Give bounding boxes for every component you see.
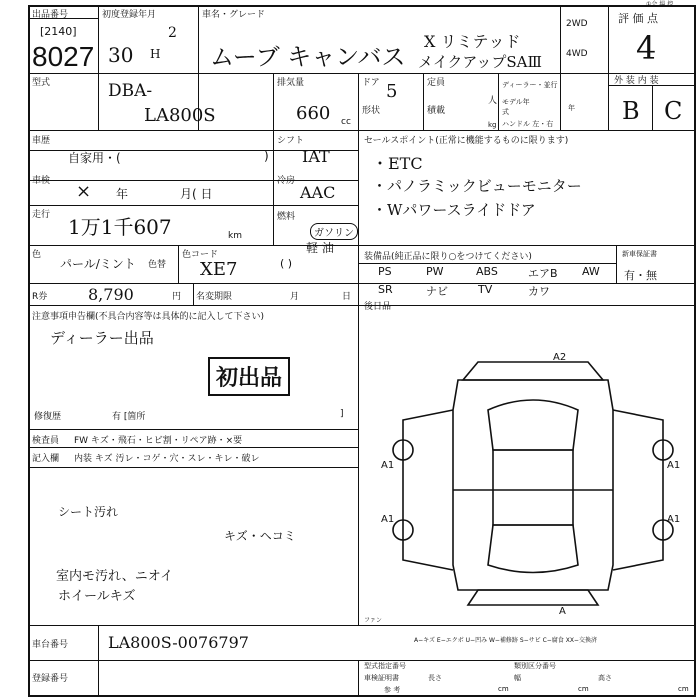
col-score: [608, 5, 609, 130]
col-color-code: [178, 245, 179, 283]
ext-int-label: 外 装 内 装: [614, 76, 659, 86]
first-reg-era: H: [150, 47, 161, 61]
warranty-label: 新車保証書: [622, 250, 657, 258]
interior-grade: C: [664, 97, 683, 125]
grade-line-2: メイクアップSAⅢ: [418, 53, 542, 71]
ac-value: AAC: [300, 183, 336, 202]
warranty-value: 有・無: [624, 269, 657, 282]
sales-point-1: ・ETC: [372, 154, 423, 173]
chassis-value: LA800S-0076797: [108, 633, 249, 652]
mileage-value: 1万1千607: [68, 215, 172, 239]
shift-label: シフト: [277, 136, 305, 146]
hand-note-3: 室内モ汚れ、ニオイ: [56, 569, 174, 584]
type-cert-label: 型式指定番号: [364, 662, 406, 670]
first-reg-year: 30: [108, 43, 134, 67]
equip-abs: ABS: [476, 265, 498, 278]
length-label: 長さ: [428, 674, 442, 682]
col-lot: [98, 5, 99, 130]
ac-label: 冷房: [277, 176, 296, 186]
mark-top: A2: [553, 352, 567, 363]
car-right-side: [613, 410, 663, 570]
sales-label: セールスポイント(正常に機能するものに限ります): [364, 136, 569, 146]
col-cap: [423, 73, 424, 130]
score-label: 評 価 点: [618, 12, 658, 25]
top-right-note: ①会 場 控: [646, 1, 674, 8]
hand-note-2: キズ・ヘコミ: [224, 529, 296, 543]
first-listing-stamp: 初出品: [208, 357, 290, 396]
lot-no-label: 出品番号: [32, 10, 69, 20]
row-line-5: [28, 245, 696, 246]
recycle-value: 8,790: [88, 285, 134, 304]
car-name: ムーブ キャンバス: [210, 43, 406, 71]
car-rear-window: [488, 525, 578, 573]
name-change-label: 名変期限: [196, 292, 233, 302]
mark-right-rear: A1: [667, 514, 681, 525]
col-shift: [273, 130, 274, 245]
equip-sr: SR: [378, 283, 393, 296]
col-disp: [273, 73, 274, 130]
auction-sheet: [28, 1, 696, 697]
capacity-label: 定員: [427, 78, 446, 88]
inspection-value: ×: [76, 181, 92, 202]
inspection-year: 年: [116, 187, 129, 201]
history-close: ): [264, 149, 269, 163]
equip-navi: ナビ: [426, 285, 448, 298]
dealer-label: ディーラー・並行: [502, 81, 558, 89]
equip-ps: PS: [378, 265, 392, 278]
col-line-mid: [358, 130, 359, 625]
chassis-label: 車台番号: [32, 640, 69, 650]
row-line-6: [28, 283, 696, 284]
doors-value: 5: [386, 81, 398, 102]
col-warranty: [616, 245, 617, 283]
height-unit: cm: [678, 685, 689, 693]
lot-no: 8027: [32, 41, 95, 72]
repair-close: ]: [340, 409, 344, 419]
col-doors: [358, 73, 359, 130]
model-year-label: モデル年式: [502, 98, 530, 116]
inspector-label: 検査員: [32, 436, 60, 446]
cert-label: 車検証明書: [364, 674, 399, 682]
model-prefix: DBA-: [108, 81, 153, 101]
model-value: LA800S: [144, 105, 216, 126]
color-code-label: 色コード: [182, 250, 219, 260]
handle-label: ハンドル 左・右: [502, 120, 554, 128]
inspection-label: 車検: [32, 176, 51, 186]
row-line-9: [28, 447, 358, 448]
drive-2wd: 2WD: [566, 19, 588, 29]
mileage-label: 走行: [32, 210, 51, 220]
name-change-day: 日: [342, 292, 352, 302]
car-damage-diagram: [383, 350, 683, 615]
length-unit: cm: [498, 685, 509, 693]
ext-int-divider: [652, 85, 653, 130]
row-line-4: [28, 205, 358, 206]
history-value: 自家用・(: [68, 151, 121, 165]
recycle-label: R券: [32, 292, 48, 302]
class-label: 類別区分番号: [514, 662, 556, 670]
car-body-outline: [453, 380, 613, 590]
fuel-gasoline: ガソリン: [310, 223, 358, 240]
name-change-month: 月: [290, 292, 300, 302]
row-line-7: [28, 305, 696, 306]
color-change-label: 色替: [148, 260, 167, 270]
mark-left-front: A1: [381, 460, 395, 471]
load-label: 積載: [427, 106, 446, 116]
repair-label: 修復歴: [34, 412, 62, 422]
equip-aw: AW: [582, 265, 600, 278]
border-bottom: [28, 695, 696, 697]
shape-label: 形状: [362, 106, 381, 116]
lot-code: [2140]: [40, 25, 77, 38]
name-grade-label: 車名・グレード: [202, 10, 266, 20]
exterior-grade: B: [622, 97, 640, 125]
year-unit: 年: [568, 104, 575, 112]
equip-pw: PW: [426, 265, 444, 278]
model-label: 型式: [32, 78, 51, 88]
border-right: [694, 5, 696, 697]
color-code-value: XE7: [200, 259, 238, 280]
car-windshield: [488, 400, 578, 450]
ref-label: 参 考: [384, 686, 401, 694]
notes-label: 後日品: [364, 302, 392, 312]
displacement-label: 排気量: [277, 78, 305, 88]
car-roof-panel: [493, 450, 573, 525]
col-recycle: [193, 283, 194, 305]
history-label: 車歴: [32, 136, 51, 146]
sales-point-3: ・Wパワースライドドア: [372, 201, 536, 219]
reg-label: 登録番号: [32, 674, 69, 684]
col-footer-mid: [358, 660, 359, 695]
car-rear-bumper: [468, 590, 598, 605]
equip-leather: カワ: [528, 285, 550, 298]
height-label: 高さ: [598, 674, 612, 682]
equip-label: 装備品(純正品に限り○をつけてください): [364, 252, 532, 262]
fuel-paren: ( ): [280, 257, 293, 270]
recycle-unit: 円: [172, 292, 182, 302]
shift-value: IAT: [302, 147, 330, 166]
record-items: 内装 キズ 汚レ・コゲ・穴・スレ・キレ・破レ: [74, 454, 260, 464]
row-line-11: [28, 625, 696, 626]
drive-4wd: 4WD: [566, 49, 588, 59]
hand-note-4: ホイールキズ: [58, 589, 136, 604]
row-line-1: [28, 130, 696, 131]
equip-airbag: エアB: [528, 267, 558, 280]
car-left-side: [403, 410, 453, 570]
color-value: パール/ミント: [60, 257, 136, 271]
equip-row-line: [358, 263, 616, 264]
fuel-label: 燃料: [277, 212, 296, 222]
displacement-value: 660: [296, 103, 331, 124]
row-line-8: [28, 429, 358, 430]
equip-tv: TV: [478, 283, 493, 296]
inspection-month-day: 月( 日: [180, 187, 213, 201]
row-line-10: [28, 467, 358, 468]
mark-bottom: A: [559, 606, 566, 617]
side-note: ファン: [364, 617, 382, 624]
sales-point-2: ・パノラミックビューモニター: [372, 177, 582, 195]
mark-right-front: A1: [667, 460, 681, 471]
displacement-unit: cc: [341, 117, 351, 127]
header-mid-line: [28, 73, 696, 74]
repair-value: 有 [箇所: [112, 412, 146, 422]
row-line-12: [28, 660, 696, 661]
load-unit: kg: [488, 121, 497, 129]
hand-note-1: シート汚れ: [58, 505, 119, 519]
mark-left-rear: A1: [381, 514, 395, 525]
width-label: 幅: [514, 674, 521, 682]
score-value: 4: [636, 29, 657, 67]
col-dealer: [498, 73, 499, 130]
car-roof-front-outline: [463, 362, 603, 380]
inspector-items: FW キズ・飛石・ヒビ割・リペア跡・×要: [74, 436, 243, 446]
grade-line-1: X リミテッド: [424, 32, 521, 51]
first-reg-month: 2: [168, 25, 177, 41]
width-unit: cm: [578, 685, 589, 693]
dealer-note: ディーラー出品: [50, 329, 154, 347]
record-label: 記入欄: [32, 454, 60, 464]
capacity-unit: 人: [488, 96, 498, 106]
doors-label: ドア: [362, 78, 380, 88]
fuel-diesel: 軽 油: [306, 241, 334, 255]
color-label: 色: [32, 250, 42, 260]
damage-legend: A−キズ E−エクボ U−凹み W−補修跡 S−サビ C−腐食 XX−交換済: [414, 637, 597, 644]
caution-label: 注意事項申告欄(不具合内容等は具体的に記入して下さい): [32, 312, 265, 322]
col-drive: [560, 5, 561, 130]
border-left: [28, 5, 30, 697]
first-reg-label: 初度登録年月: [102, 10, 157, 20]
mileage-unit: km: [228, 231, 242, 241]
col-footer-label: [98, 625, 99, 695]
